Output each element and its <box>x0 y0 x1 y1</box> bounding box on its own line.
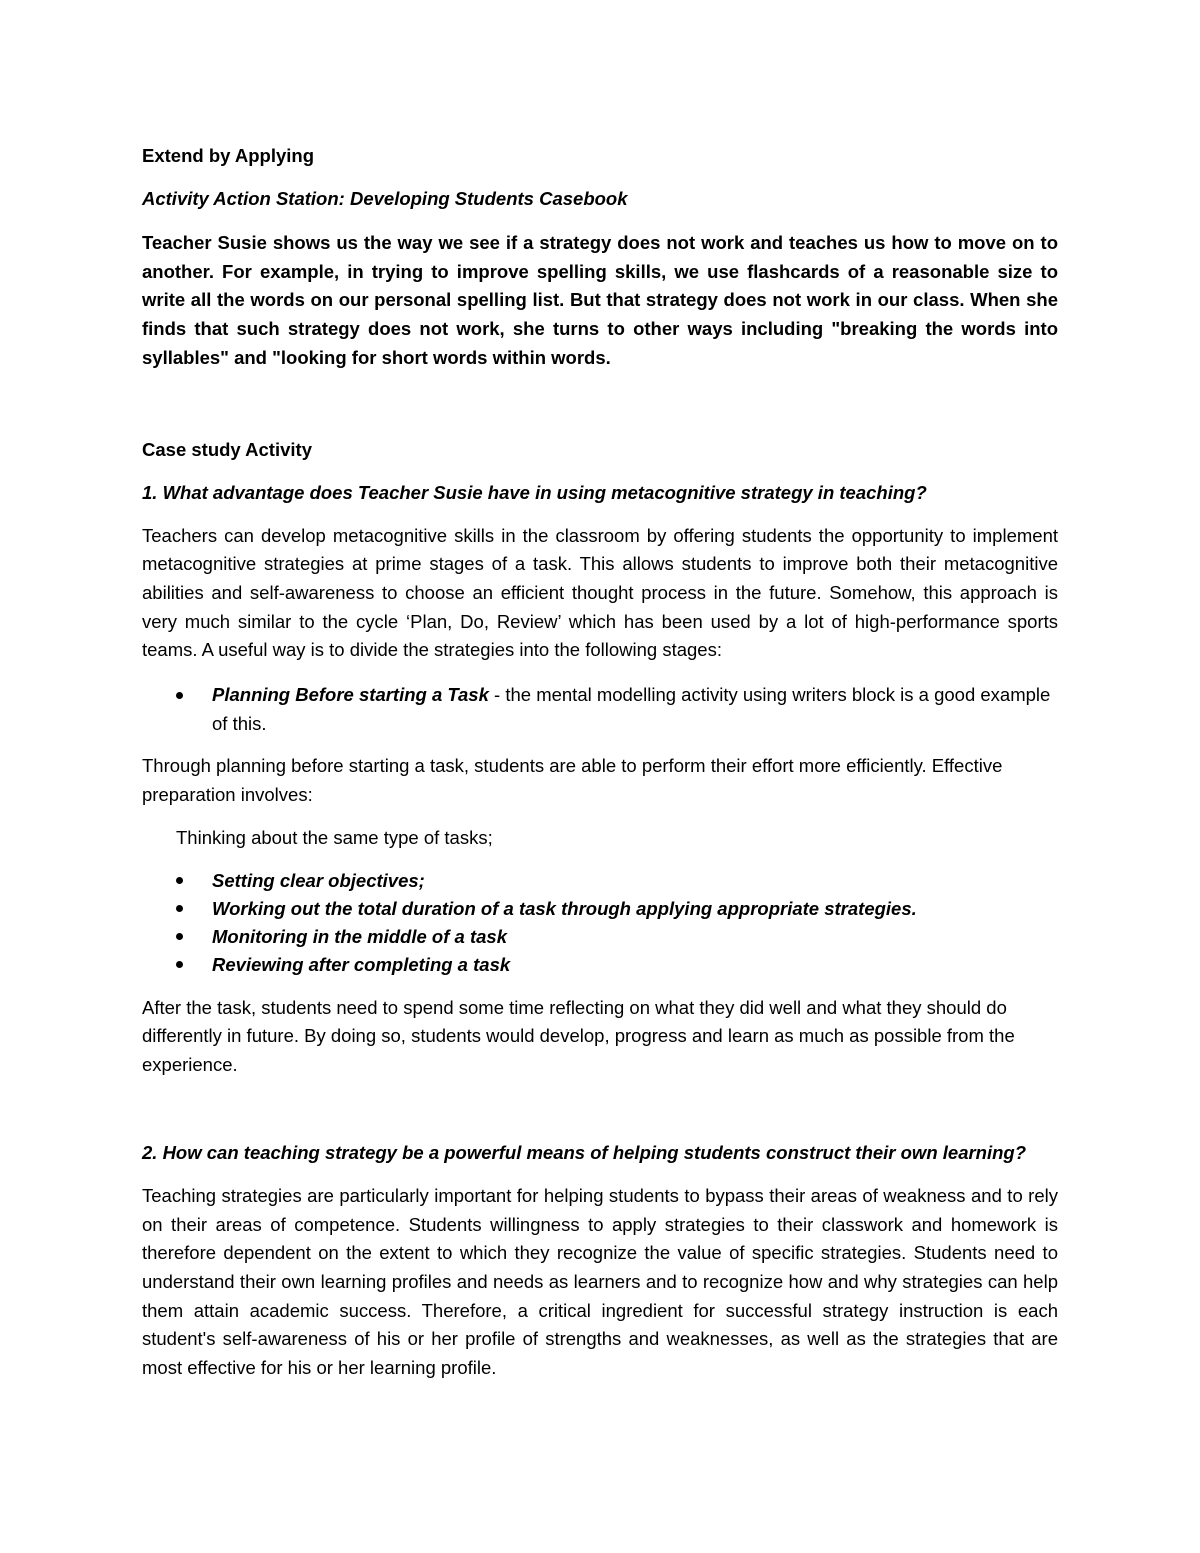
planning-paragraph: Through planning before starting a task, students are able to perform their effort more efficiently. Effective preparation involves: <box>142 755 1003 806</box>
intro-paragraph: Teacher Susie shows us the way we see if a strategy does not work and teaches us how to move on to another. For example, in trying to improve spelling skills, we use flashcards of a reasonable size to write all the words on our personal spelling list. But that strategy does not work in our class. When she finds that such strategy does not work, she turns to other ways including "breaking the words into syllables" and "looking for short words within words. <box>142 232 1058 368</box>
question-1: 1. What advantage does Teacher Susie have in using metacognitive strategy in teaching? <box>142 481 927 503</box>
list-item <box>142 951 1058 979</box>
step-text: Setting clear objectives; <box>212 869 425 891</box>
planning-bullet-list <box>142 681 1058 738</box>
bullet-text: - the mental modelling activity using writers block is a good example of this. <box>212 684 1051 734</box>
bullet-icon <box>176 905 183 912</box>
after-task-paragraph: After the task, students need to spend some time reflecting on what they did well and what they should do differently in future. By doing so, students would develop, progress and learn as much as possible from the experience. <box>142 996 1015 1076</box>
list-item <box>142 867 1058 895</box>
steps-list <box>142 867 1058 980</box>
list-item <box>142 895 1058 923</box>
case-study-heading: Case study Activity <box>142 438 312 460</box>
bullet-icon <box>176 877 183 884</box>
thinking-line: Thinking about the same type of tasks; <box>176 826 493 848</box>
step-text: Monitoring in the middle of a task <box>212 926 507 948</box>
step-text: Reviewing after completing a task <box>212 954 511 976</box>
doc-subtitle: Activity Action Station: Developing Students Casebook <box>142 188 628 209</box>
doc-title: Extend by Applying <box>142 145 314 166</box>
answer-1-paragraph: Teachers can develop metacognitive skills in the classroom by offering students the opportunity to implement metacognitive strategies at prime stages of a task. This allows students to improve both their metacognitive abilities and self-awareness to choose an efficient thought process in the future. Somehow, this approach is very much similar to the cycle ‘Plan, Do, Review’ which has been used by a lot of high-performance sports teams. A useful way is to divide the strategies into the following stages: <box>142 524 1058 661</box>
answer-2-paragraph: Teaching strategies are particularly important for helping students to bypass their areas of weakness and to rely on their areas of competence. Students willingness to apply strategies to their classwork and homework is therefore dependent on the extent to which they recognize the value of specific strategies. Students need to understand their own learning profiles and needs as learners and to recognize how and why strategies can help them attain academic success. Therefore, a critical ingredient for successful strategy instruction is each student's self-awareness of his or her profile of strengths and weaknesses, as well as the strategies that are most effective for his or her learning profile. <box>142 1184 1058 1379</box>
bullet-title: Planning Before starting a Task <box>212 684 489 706</box>
bullet-icon <box>176 961 183 968</box>
bullet-icon <box>176 692 183 699</box>
document-page <box>142 143 1058 1383</box>
bullet-icon <box>176 933 183 940</box>
list-item <box>142 923 1058 951</box>
list-item <box>142 681 1058 738</box>
question-2: 2. How can teaching strategy be a powerful means of helping students construct their own learning? <box>142 1141 1027 1163</box>
step-text: Working out the total duration of a task through applying appropriate strategies. <box>212 897 917 919</box>
